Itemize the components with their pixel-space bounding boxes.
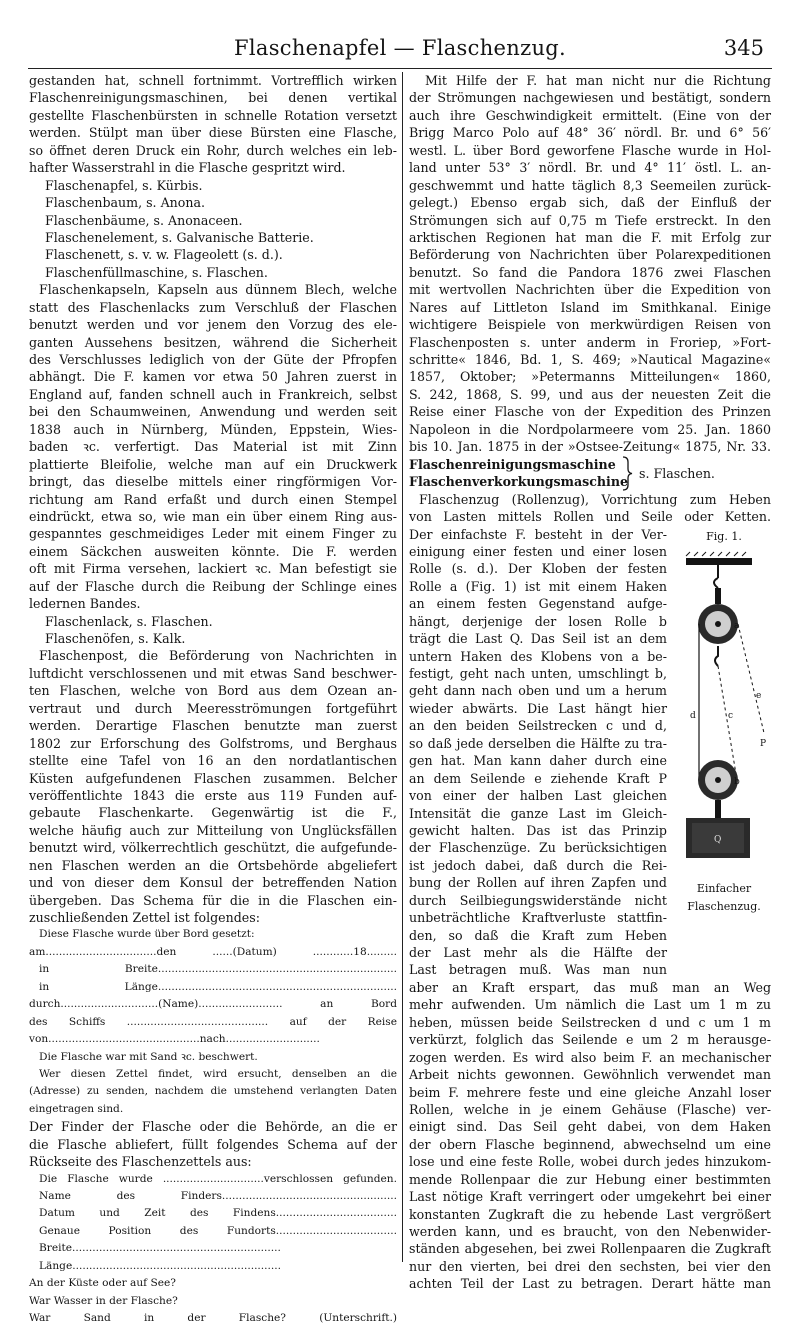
text-line: in Länge....................................................................... bbox=[39, 980, 397, 993]
text-line: Flaschenreinigungsmaschinen, bei denen vertikal bbox=[29, 90, 397, 106]
text-line: geschwemmt und hatte täglich 8,3 Seemeilen zurück- bbox=[409, 177, 771, 193]
text-line: benutzt wird, völkerrechtlich geschützt, die aufgefunde- bbox=[29, 840, 397, 856]
text-line: werden. Stülpt man über diese Bürsten eine Flasche, bbox=[29, 125, 397, 141]
text-line: gestanden hat, schnell fortnimmt. Vortrefflich wirken bbox=[29, 73, 397, 88]
text-line: Last betragen muß. Was man nun bbox=[409, 962, 667, 978]
text-line: Flaschenposten s. unter anderm in Froriep, »Fort- bbox=[409, 334, 771, 350]
text-line: 1857, Oktober; »Petermanns Mitteilungen« 1860, bbox=[409, 369, 771, 385]
text-line: von Lasten mittels Rollen und Seile oder Ketten. bbox=[409, 509, 771, 525]
text-line: Der Finder der Flasche oder die Behörde, an die er bbox=[29, 1119, 397, 1135]
text-line: einigt sind. Das Seil geht dabei, von dem Haken bbox=[409, 1119, 771, 1135]
text-line: Last nötige Kraft verringert oder umgekehrt bei einer bbox=[409, 1189, 771, 1205]
running-title: Flaschenapfel — Flaschenzug. bbox=[234, 36, 566, 60]
text-line: durch Seilbiegungswiderstände nicht bbox=[409, 892, 667, 908]
text-line: hängt, derjenige der losen Rolle b bbox=[409, 613, 667, 629]
text-line: gewicht halten. Das ist das Prinzip bbox=[409, 822, 667, 838]
text-line: Diese Flasche wurde über Bord gesetzt: bbox=[39, 928, 255, 941]
text-line: ständen abgesehen, bei zwei Rollenpaaren die Zugkraft bbox=[409, 1241, 771, 1257]
text-line: plattierte Bleifolie, welche man auf ein Druckwerk bbox=[29, 456, 397, 472]
text-line: gespanntes geschmeidiges Leder mit einem Finger zu bbox=[29, 526, 397, 542]
brace-reference: s. Flaschen. bbox=[639, 465, 715, 481]
text-line: Flaschenbaum, s. Anona. bbox=[45, 195, 205, 211]
text-line: einigung einer festen und einer losen bbox=[409, 543, 667, 559]
text-line: bung der Rollen auf ihren Zapfen und bbox=[409, 875, 667, 891]
text-line: gebaute Flaschenkarte. Gegenwärtig ist die F., bbox=[29, 805, 397, 821]
text-line: von.............................................nach............................ bbox=[29, 1033, 320, 1046]
text-line: so daß jede derselben die Hälfte zu tra- bbox=[409, 735, 667, 751]
text-line: eingetragen sind. bbox=[29, 1102, 124, 1115]
text-line: hafter Wasserstrahl in die Flasche gespritzt wird. bbox=[29, 160, 346, 176]
text-line: ganten Aussehens besitzen, während die Sicherheit bbox=[29, 334, 397, 350]
text-line: Napoleon in die Nordpolarmeere vom 25. Jan. 1860 bbox=[409, 421, 771, 437]
text-line: oft mit Firma versehen, lackiert ꝛc. Man befestigt sie bbox=[29, 561, 397, 577]
text-line: Brigg Marco Polo auf 48° 36′ nördl. Br. und 6° 56′ bbox=[409, 125, 771, 141]
text-line: Küsten aufgefundenen Flaschen zusammen. Belcher bbox=[29, 770, 397, 786]
brace-icon bbox=[621, 456, 633, 491]
text-line: bis 10. Jan. 1875 in der »Ostsee-Zeitung« 1875, Nr. 33. bbox=[409, 439, 771, 455]
text-line: zuschließenden Zettel ist folgendes: bbox=[29, 910, 260, 925]
text-line: der Last mehr als die Hälfte der bbox=[409, 945, 667, 960]
text-line: vertraut und durch Meeresströmungen fortgeführt bbox=[29, 700, 397, 716]
letter-a: a bbox=[734, 621, 740, 631]
text-line: von einer der halben Last gleichen bbox=[409, 788, 667, 804]
figure-caption-2: Flaschenzug. bbox=[687, 900, 761, 913]
text-line: gelegt.) Ebenso ergab sich, daß der Einfluß der bbox=[409, 195, 771, 211]
text-line: stellte eine Tafel von 16 an den nordatlantischen bbox=[29, 753, 397, 769]
text-line: aber an Kraft erspart, das muß man an Weg bbox=[409, 979, 771, 995]
text-line: zogen werden. Es wird also beim F. an mechanischer bbox=[409, 1049, 771, 1065]
text-line: bringt, das dieselbe mittels einer ringförmigen Vor- bbox=[29, 474, 397, 490]
text-line: Nares auf Littleton Island im Smithkanal. Einige bbox=[409, 299, 771, 315]
text-line: an einem festen Gegenstand aufge- bbox=[409, 596, 667, 612]
text-line: werden. Derartige Flaschen benutzte man zuerst bbox=[29, 718, 397, 734]
text-line: (Adresse) zu senden, nachdem die umstehend verlangten Daten bbox=[29, 1085, 397, 1098]
text-line: 1838 auch in Nürnberg, Münden, Eppstein, Wies- bbox=[29, 421, 397, 437]
text-line: S. 242, 1868, S. 99, und aus der neuesten Zeit die bbox=[409, 386, 771, 402]
text-line: nur den vierten, bei drei den sechsten, bei vier den bbox=[409, 1258, 771, 1274]
letter-d: d bbox=[690, 711, 696, 721]
text-line: Rückseite des Flaschenzettels aus: bbox=[29, 1154, 252, 1170]
text-line: verkürzt, folglich das Seilende e um 2 m herausge- bbox=[409, 1032, 771, 1048]
text-line: An der Küste oder auf See? bbox=[29, 1277, 176, 1290]
page-number: 345 bbox=[723, 36, 764, 60]
text-line: der obern Flasche beginnend, abwechselnd um eine bbox=[409, 1136, 771, 1152]
text-line: durch.............................(Name)......................... an Bord bbox=[29, 998, 397, 1011]
text-line: in Breite....................................................................... bbox=[39, 963, 397, 976]
text-line: festigt, geht nach unten, umschlingt b, bbox=[409, 666, 667, 681]
text-line: gestellte Flaschenbürsten in schnelle Rotation versetzt bbox=[29, 107, 397, 123]
text-line: des Schiffs .......................................... auf der Reise bbox=[29, 1015, 397, 1028]
figure-pulley bbox=[672, 530, 776, 950]
text-line: beim F. mehrere feste und eine gleiche Anzahl loser bbox=[409, 1084, 771, 1100]
text-line: lose und eine feste Rolle, wobei durch jedes hinzukom- bbox=[409, 1154, 771, 1170]
text-line: Name des Finders.................................................... bbox=[39, 1190, 397, 1202]
text-line: Rolle (s. d.). Der Kloben der festen bbox=[409, 561, 667, 577]
text-line: Flaschenöfen, s. Kalk. bbox=[45, 631, 186, 646]
text-line: untern Haken des Klobens von a be- bbox=[409, 648, 667, 664]
text-line: Die Flasche wurde ..............................verschlossen gefunden. bbox=[39, 1172, 397, 1185]
text-line: Datum und Zeit des Findens.................................... bbox=[39, 1207, 397, 1220]
text-line: Die Flasche war mit Sand ꝛc. beschwert. bbox=[39, 1050, 258, 1063]
text-line: einem Säckchen ausweiten könnte. Die F. werden bbox=[29, 543, 397, 559]
figure-caption-1: Einfacher bbox=[696, 882, 752, 895]
text-line: 1802 zur Erforschung des Golfstroms, und Berghaus bbox=[29, 735, 397, 751]
text-line: Rollen, welche in je einem Gehäuse (Flasche) ver- bbox=[409, 1101, 771, 1117]
text-line: mit wertvollen Nachrichten über die Expedition von bbox=[409, 282, 771, 298]
text-line: Länge.............................................................. bbox=[39, 1259, 282, 1272]
text-line: Breite.............................................................. bbox=[39, 1242, 281, 1255]
text-line: bei den Schaumweinen, Anwendung und werden seit bbox=[29, 404, 397, 420]
text-line: Beförderung von Nachrichten über Polarexpeditionen bbox=[409, 247, 771, 263]
text-line: der Flaschenzüge. Zu berücksichtigen bbox=[409, 840, 667, 856]
text-line: ledernen Bandes. bbox=[29, 596, 141, 612]
text-line: nen Flaschen werden an die Ortsbehörde abgeliefert bbox=[29, 857, 397, 873]
text-line: mende Rollenpaar die zur Hebung einer bestimmten bbox=[409, 1171, 771, 1187]
page-header bbox=[28, 36, 772, 66]
text-line: auf der Flasche durch die Reibung der Schlinge eines bbox=[29, 578, 397, 594]
text-line: veröffentlichte 1843 die erste aus 119 Funden auf- bbox=[29, 787, 397, 803]
text-line: übergeben. Das Schema für die in die Flaschen ein- bbox=[29, 892, 397, 908]
text-line: Wer diesen Zettel findet, wird ersucht, denselben an die bbox=[39, 1067, 397, 1080]
text-line: auch ihre Geschwindigkeit ermittelt. (Eine von der bbox=[409, 107, 771, 123]
text-line: Der einfachste F. besteht in der Ver- bbox=[409, 526, 667, 542]
text-line: ten Flaschen, welche von Bord aus dem Ozean an- bbox=[29, 683, 397, 699]
text-line: Flaschenkapseln, Kapseln aus dünnem Blech, welche bbox=[39, 282, 397, 298]
text-line: Flaschenpost, die Beförderung von Nachrichten in bbox=[39, 648, 397, 664]
left-column bbox=[29, 72, 397, 1328]
letter-c: c bbox=[728, 711, 734, 721]
text-line: Flaschenett, s. v. w. Flageolett (s. d.). bbox=[45, 247, 283, 263]
text-line: statt des Flaschenlacks zum Verschluß der Flaschen bbox=[29, 299, 397, 315]
text-line: Strömungen sich auf 0,75 m Tiefe erstreckt. In den bbox=[409, 212, 771, 228]
text-line: konstanten Zugkraft die zu hebende Last vergrößert bbox=[409, 1206, 771, 1222]
pulley-diagram bbox=[672, 548, 776, 878]
text-line: an den beiden Seilstrecken c und d, bbox=[409, 718, 667, 734]
text-line: War Sand in der Flasche? (Unterschrift.) bbox=[29, 1312, 397, 1325]
text-line: Flaschenzug (Rollenzug), Vorrichtung zum Heben bbox=[419, 491, 771, 507]
text-line: baden ꝛc. verfertigt. Das Material ist mit Zinn bbox=[29, 439, 397, 455]
text-line: welche häufig auch zur Mitteilung von Unglücksfällen bbox=[29, 822, 397, 838]
text-line: des Verschlusses lediglich von der Güte der Pfropfen bbox=[29, 352, 397, 367]
text-line: so öffnet deren Druck ein Rohr, durch welches ein leb- bbox=[29, 142, 397, 158]
brace-entry bbox=[409, 456, 771, 491]
text-line: achten Teil der Last zu betragen. Derart hätte man bbox=[409, 1276, 771, 1292]
text-line: heben, müssen beide Seilstrecken d und c um 1 m bbox=[409, 1014, 771, 1030]
text-line: wichtigere Beispiele von merkwürdigen Reisen von bbox=[409, 317, 771, 333]
text-line: England auf, fanden schnell auch in Frankreich, selbst bbox=[29, 386, 397, 402]
text-line: trägt die Last Q. Das Seil ist an dem bbox=[409, 631, 667, 647]
text-line: Flaschenfüllmaschine, s. Flaschen. bbox=[45, 264, 268, 280]
header-rule bbox=[28, 68, 772, 69]
text-line: schritte« 1846, Bd. 1, S. 469; »Nautical Magazine« bbox=[409, 352, 771, 367]
text-line: den, so daß die Kraft zum Heben bbox=[409, 927, 667, 943]
text-line: westl. L. über Bord geworfene Flasche wurde in Hol- bbox=[409, 142, 771, 158]
text-line: benutzt. So fand die Pandora 1876 zwei Flaschen bbox=[409, 264, 771, 280]
text-line: arktischen Regionen hat man die F. mit Erfolg zur bbox=[409, 229, 771, 245]
brace-symbol bbox=[621, 456, 633, 491]
text-line: richtung am Rand erfaßt und durch einen Stempel bbox=[29, 491, 397, 507]
text-line: werden kann, und es braucht, von den Nebenwider- bbox=[409, 1224, 771, 1239]
right-column-bottom bbox=[409, 979, 771, 1293]
text-line: Genaue Position des Fundorts.................................... bbox=[39, 1224, 397, 1237]
column-divider bbox=[402, 72, 403, 1262]
text-line: und von dieser dem Konsul der betreffenden Nation bbox=[29, 875, 397, 891]
text-line: der Strömungen nachgewiesen und bestätigt, sondern bbox=[409, 90, 771, 106]
text-line: Arbeit nichts gewonnen. Gewöhnlich verwendet man bbox=[409, 1067, 771, 1083]
text-line: abhängt. Die F. kamen vor etwa 50 Jahren zuerst in bbox=[29, 369, 397, 385]
text-line: War Wasser in der Flasche? bbox=[29, 1294, 178, 1307]
figure-label: Fig. 1. bbox=[706, 530, 742, 543]
text-line: eindrückt, etwa so, wie man ein über einem Ring aus- bbox=[29, 508, 397, 524]
text-line: an dem Seilende e ziehende Kraft P bbox=[409, 770, 667, 786]
text-line: Intensität die ganze Last im Gleich- bbox=[409, 805, 667, 821]
letter-e: e bbox=[756, 691, 762, 701]
text-line: Rolle a (Fig. 1) ist mit einem Haken bbox=[409, 578, 667, 594]
text-line: Flaschenapfel, s. Kürbis. bbox=[45, 177, 203, 193]
text-line: Reise einer Flasche von der Expedition des Prinzen bbox=[409, 404, 771, 420]
text-line: Flaschenelement, s. Galvanische Batterie. bbox=[45, 229, 314, 245]
text-line: benutzt werden und vor jenem den Vorzug des ele- bbox=[29, 317, 397, 333]
brace-line-1: Flaschenreinigungsmaschine bbox=[409, 456, 616, 472]
brace-line-2: Flaschenverkorkungsmaschine bbox=[409, 474, 628, 490]
letter-Q: Q bbox=[714, 835, 722, 845]
text-line: am.................................den ......(Datum) ............18......... bbox=[29, 945, 397, 958]
text-line: ist jedoch dabei, daß durch die Rei- bbox=[409, 857, 667, 873]
letter-b: b bbox=[734, 777, 740, 787]
text-line: Flaschenbäume, s. Anonaceen. bbox=[45, 212, 243, 228]
text-line: luftdicht verschlossenen und mit etwas Sand beschwer- bbox=[29, 665, 397, 681]
text-line: land unter 53° 3′ nördl. Br. und 4° 11′ östl. L. an- bbox=[409, 160, 771, 176]
text-line: die Flasche abliefert, füllt folgendes Schema auf der bbox=[29, 1136, 397, 1152]
letter-P: P bbox=[760, 739, 767, 749]
right-column-top bbox=[409, 72, 771, 456]
text-line: Mit Hilfe der F. hat man nicht nur die Richtung bbox=[425, 73, 771, 88]
text-line: unbeträchtliche Kraftverluste stattfin- bbox=[409, 910, 667, 926]
text-line: geht dann nach oben und um a herum bbox=[409, 683, 667, 699]
text-line: Flaschenlack, s. Flaschen. bbox=[45, 613, 213, 629]
text-line: wieder abwärts. Die Last hängt hier bbox=[409, 700, 667, 716]
text-line: mehr aufwenden. Um nämlich die Last um 1 m zu bbox=[409, 997, 771, 1013]
text-line: gen hat. Man kann daher durch eine bbox=[409, 753, 667, 769]
